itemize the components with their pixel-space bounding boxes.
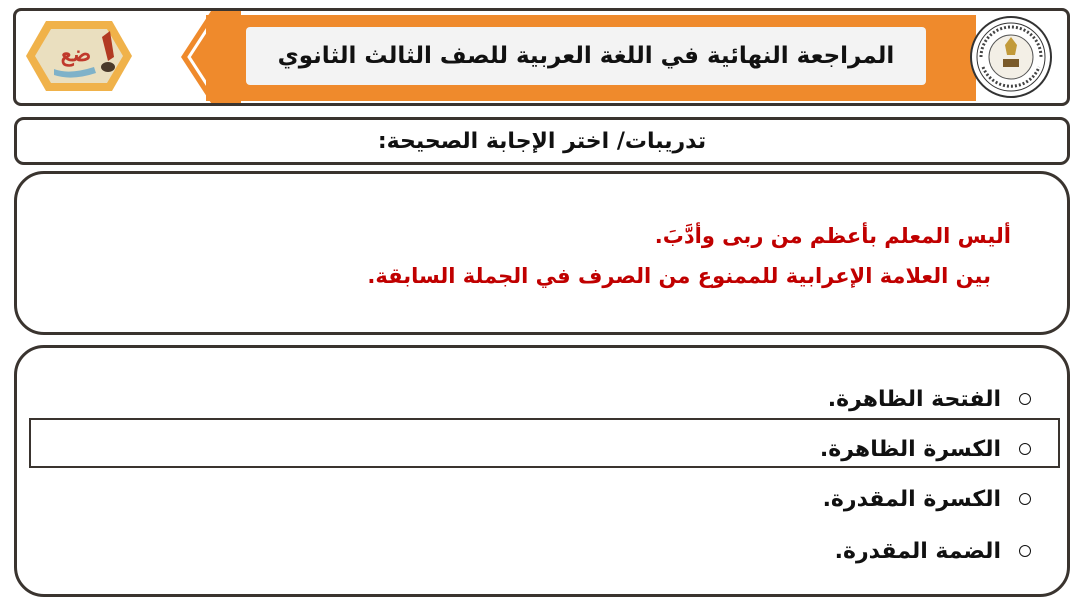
option-label: الكسرة المقدرة. [822, 486, 1001, 512]
question-sentence: أليس المعلم بأعظم من ربى وأدَّبَ. [654, 224, 1011, 248]
section-heading-box [14, 117, 1070, 165]
option-1[interactable] [828, 381, 1031, 417]
option-label: الضمة المقدرة. [834, 538, 1001, 564]
option-label: الكسرة الظاهرة. [819, 436, 1001, 462]
ministry-seal-icon [967, 15, 1055, 99]
header-banner [13, 8, 1070, 106]
option-4[interactable] [835, 533, 1031, 569]
section-heading: تدريبات/ اختر الإجابة الصحيحة: [377, 128, 707, 154]
selected-answer-frame [29, 418, 1060, 468]
options-box [14, 345, 1070, 597]
option-label: الفتحة الظاهرة. [827, 386, 1001, 412]
logo-letters: ضع [60, 41, 92, 67]
radio-circle-icon[interactable] [1019, 393, 1031, 405]
option-3[interactable] [823, 481, 1031, 517]
question-box [14, 171, 1070, 335]
radio-circle-icon[interactable] [1019, 493, 1031, 505]
page-title: المراجعة النهائية في اللغة العربية للصف الثالث الثانوي [277, 43, 895, 69]
subject-logo [24, 17, 134, 95]
radio-circle-icon[interactable] [1019, 545, 1031, 557]
banner-title-box [246, 27, 926, 85]
question-prompt: بين العلامة الإعرابية للممنوع من الصرف في الجملة السابقة. [367, 264, 991, 288]
